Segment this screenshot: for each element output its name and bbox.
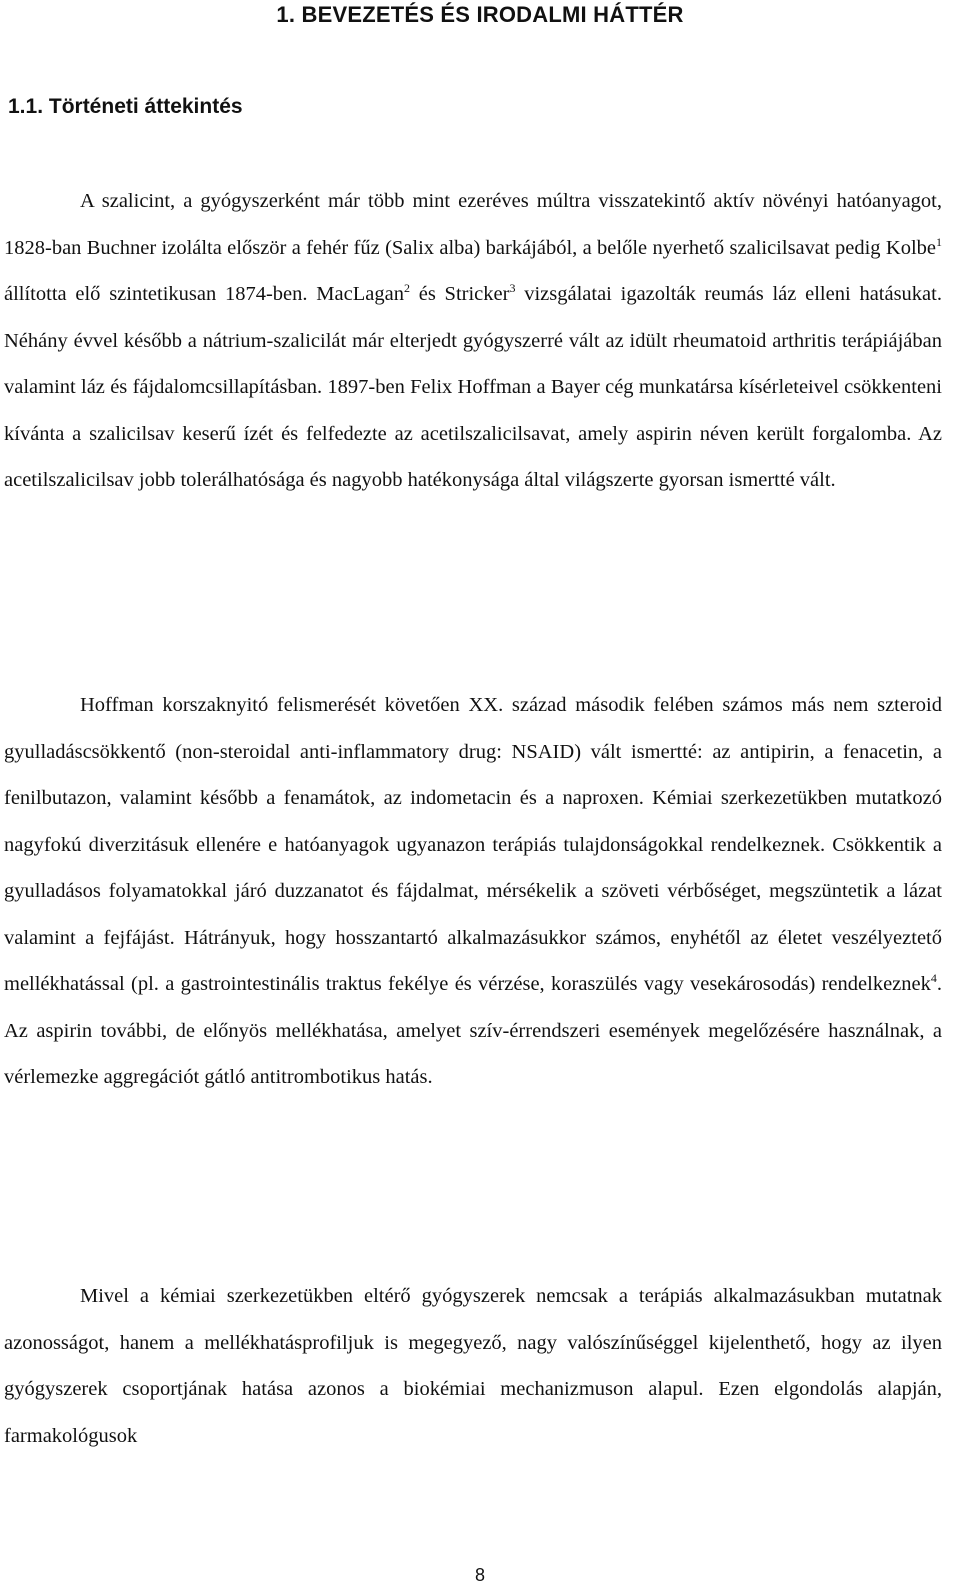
paragraph-history-salicin xyxy=(4,178,942,504)
page-number: 8 xyxy=(474,1565,485,1585)
text-run: Mivel a kémiai szerkezetükben eltérő gyógyszerek nemcsak a terápiás alkalmazásukban mutatnak azonosságot, hanem a mellékhatásprofiljuk is megegyező, nagy valószínűséggel kijelenthető, hogy az ilyen gyógyszerek csoportjának hatása azonos a biokémiai mechanizmuson alapul. Ezen elgondolás alapján, farmakológusok xyxy=(4,1285,942,1447)
text-run: állította elő szintetikusan 1874-ben. MacLagan xyxy=(4,283,404,305)
text-run: Hoffman korszaknyitó felismerését követően XX. század második felében számos más nem szteroid gyulladáscsökkentő (non-steroidal anti-inflammatory drug: NSAID) vált ismertté: az antipirin, a fenacetin, a fenilbutazon, valamint később a fenamátok, az indometacin és a naproxen. Kémiai szerkezetükben mutatkozó nagyfokú diverzitásuk ellenére e hatóanyagok ugyanazon terápiás tulajdonságokkal rendelkeznek. Csökkentik a gyulladásos folyamatokkal járó duzzanatot és fájdalmat, mérsékelik a szöveti vérbőséget, megszüntetik a lázat valamint a fejfájást. Hátrányuk, hogy hosszantartó alkalmazásukkor számos, enyhétől az életet veszélyeztető mellékhatással (pl. a gastrointestinális traktus fekélye és vérzése, koraszülés vagy vesekárosodás) rendelkeznek xyxy=(4,694,942,995)
text-run: . Az aspirin további, de előnyös mellékhatása, amelyet szív-érrendszeri események megelőzésére használnak, a vérlemezke aggregációt gátló antitrombotikus hatás. xyxy=(4,973,942,1088)
text-run: vizsgálatai igazolták reumás láz elleni hatásukat. Néhány évvel később a nátrium-szalicilát már elterjedt gyógyszerré vált az idült rheumatoid arthritis terápiájában valamint láz és fájdalomcsillapításban. 1897-ben Felix Hoffman a Bayer cég munkatársa kísérleteivel csökkenteni kívánta a szalicilsav keserű ízét és felfedezte az acetilszalicilsavat, amely aspirin néven került forgalomba. Az acetilszalicilsav jobb tolerálhatósága és nagyobb hatékonysága által világszerte gyorsan ismertté vált. xyxy=(4,283,942,491)
text-run: és Stricker xyxy=(409,283,510,305)
chapter-title: 1. BEVEZETÉS ÉS IRODALMI HÁTTÉR xyxy=(276,2,684,27)
reference-superscript: 1 xyxy=(936,234,942,249)
reference-superscript: 4 xyxy=(930,971,937,985)
reference-superscript: 2 xyxy=(403,281,410,295)
paragraph-mechanism-intro xyxy=(4,1273,942,1459)
paragraph-nsaid-overview xyxy=(4,682,942,1101)
section-title: 1.1. Történeti áttekintés xyxy=(8,95,243,118)
text-run: A szalicint, a gyógyszerként már több mint ezeréves múltra visszatekintő aktív növényi hatóanyagot, 1828-ban Buchner izolálta először a fehér fűz (Salix alba) barkájából, a belőle nyerhető szalicilsavat pedig Kolbe xyxy=(4,190,942,259)
reference-superscript: 3 xyxy=(509,281,516,295)
